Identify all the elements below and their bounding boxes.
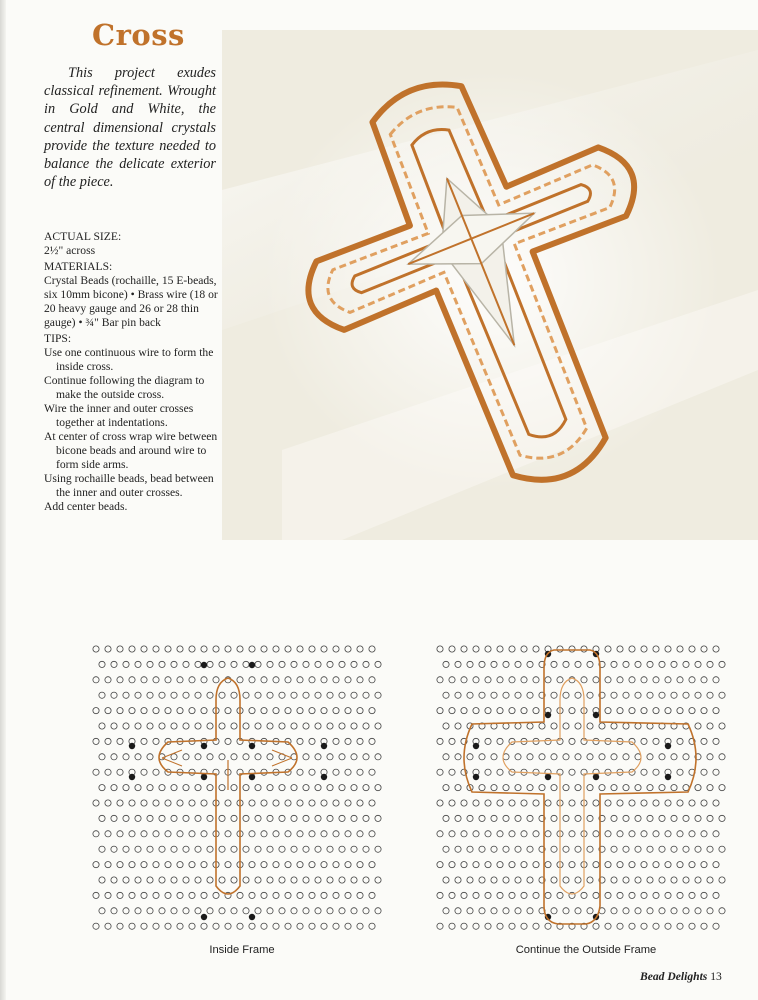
tip-item: Add center beads. [44,500,128,513]
actual-size-heading: ACTUAL SIZE: [44,230,122,243]
tips-heading: TIPS: [44,332,72,345]
cross-photo [222,30,758,540]
materials-text: Crystal Beads (rochaille, 15 E-beads, six 10mm bicone) • Brass wire (18 or 20 heavy gauge and 26 or 28 thin gauge) • ¾" Bar pin back [44,274,218,329]
page-footer [640,970,722,983]
tip-item: At center of cross wrap wire between bicone beads and around wire to form side arms. [44,430,218,471]
page-binding-edge [0,0,6,1000]
inside-frame-caption: Inside Frame [209,944,275,956]
materials-heading: MATERIALS: [44,260,113,273]
actual-size-value: 2½" across [44,244,96,257]
bead-grid [437,646,725,935]
outside-frame-diagram [436,640,736,935]
specs-column [44,230,220,514]
anchor-dots [129,662,327,920]
tip-item: Wire the inner and outer crosses together at indentations. [44,402,194,429]
tip-item: Use one continuous wire to form the inside cross. [44,346,214,373]
page-title: Cross [92,18,185,52]
outside-frame-caption: Continue the Outside Frame [515,944,657,956]
tip-item: Continue following the diagram to make the outside cross. [44,374,205,401]
bead-grid [93,646,381,935]
tip-item: Using rochaille beads, bead between the inner and outer crosses. [44,472,214,499]
page-number: 13 [710,970,722,983]
cross-photo-illustration [222,30,758,540]
publication-name: Bead Delights [640,970,708,983]
intro-paragraph: This project exudes classical refinement. Wrought in Gold and White, the central dimensional crystals provide the texture needed to balance the delicate exterior of the piece. [44,65,216,191]
inside-frame-diagram [92,640,392,935]
